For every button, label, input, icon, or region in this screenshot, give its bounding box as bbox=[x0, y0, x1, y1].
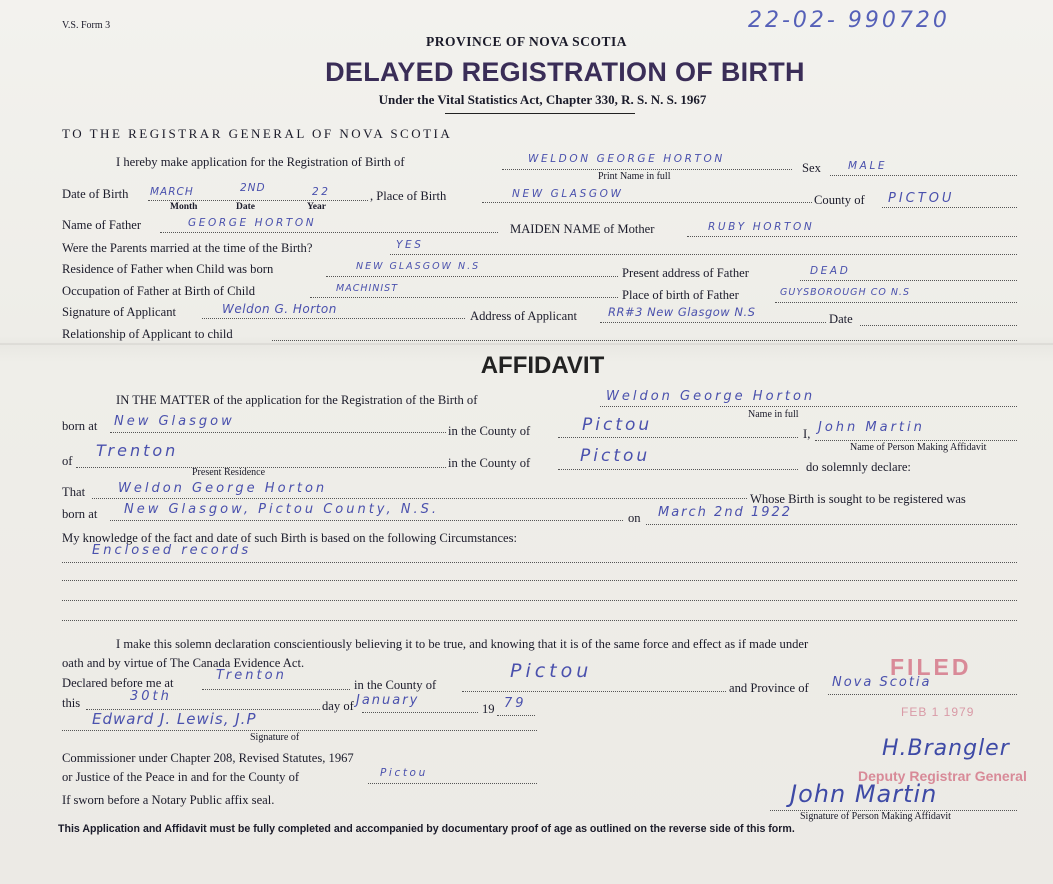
deponent-name-value: John Martin bbox=[818, 420, 925, 435]
registration-number: 22-02- 990720 bbox=[748, 8, 950, 33]
present-address-value: DEAD bbox=[810, 265, 851, 277]
commissioner-signature: Edward J. Lewis, J.P bbox=[92, 710, 257, 728]
declared-place-value: Trenton bbox=[216, 668, 287, 683]
whose-birth-label: Whose Birth is sought to be registered was bbox=[750, 492, 966, 506]
father-birthplace-value: GUYSBOROUGH CO N.S bbox=[780, 287, 910, 298]
dob-label: Date of Birth bbox=[62, 187, 129, 201]
of-label: of bbox=[62, 454, 73, 468]
father-birthplace-label: Place of birth of Father bbox=[622, 288, 739, 302]
registrar-signature: H.Brangler bbox=[882, 736, 1010, 761]
declaration-line-1: I make this solemn declaration conscientiously believing it to be true, and knowing that it is of the same force and effect as if made under bbox=[116, 637, 809, 651]
deponent-signature: John Martin bbox=[790, 780, 938, 808]
in-county-label-3: in the County of bbox=[354, 678, 437, 692]
year-value: 79 bbox=[504, 696, 527, 711]
dob-year-value: 22 bbox=[312, 186, 331, 198]
mother-value: RUBY HORTON bbox=[708, 221, 815, 233]
relationship-label: Relationship of Applicant to child bbox=[62, 327, 233, 341]
province-heading: PROVINCE OF NOVA SCOTIA bbox=[426, 34, 627, 49]
act-subtitle: Under the Vital Statistics Act, Chapter 330, R. S. N. S. 1967 bbox=[378, 92, 707, 107]
birth-date-value: March 2nd 1922 bbox=[658, 505, 793, 520]
province-label: and Province of bbox=[729, 681, 809, 695]
form-id: V.S. Form 3 bbox=[62, 20, 111, 31]
occupation-value: MACHINIST bbox=[336, 283, 399, 294]
matter-name-value: Weldon George Horton bbox=[606, 389, 816, 404]
sex-value: MALE bbox=[848, 160, 888, 172]
print-name-caption: Print Name in full bbox=[598, 171, 671, 182]
born-at-value-2: New Glasgow, Pictou County, N.S. bbox=[124, 502, 440, 517]
declared-before-label: Declared before me at bbox=[62, 676, 174, 690]
month-value: January bbox=[356, 693, 420, 708]
residence-of-value: Trenton bbox=[96, 441, 179, 460]
occupation-label: Occupation of Father at Birth of Child bbox=[62, 284, 256, 298]
matter-label: IN THE MATTER of the application for the Registration of the Birth of bbox=[116, 393, 478, 407]
residence-label: Residence of Father when Child was born bbox=[62, 262, 274, 276]
married-label: Were the Parents married at the time of the Birth? bbox=[62, 241, 313, 255]
footer-note: This Application and Affidavit must be fully completed and accompanied by documentary proof of age as outlined on the reverse side of this form. bbox=[58, 823, 795, 835]
applicant-address-label: Address of Applicant bbox=[470, 309, 578, 323]
year-prefix: 19 bbox=[482, 702, 495, 716]
commissioner-line: Commissioner under Chapter 208, Revised Statutes, 1967 bbox=[62, 751, 354, 765]
applicant-address-value: RR#3 New Glasgow N.S bbox=[608, 305, 756, 319]
county-value: PICTOU bbox=[888, 191, 955, 206]
applicant-signature-value: Weldon G. Horton bbox=[222, 302, 337, 316]
applicant-signature-label: Signature of Applicant bbox=[62, 305, 177, 319]
signature-of-caption: Signature of bbox=[250, 732, 300, 743]
that-label: That bbox=[62, 485, 86, 499]
application-date-label: Date bbox=[829, 312, 853, 326]
knowledge-value: Enclosed records bbox=[92, 543, 252, 558]
this-label: this bbox=[62, 696, 81, 710]
month-caption: Month bbox=[170, 202, 198, 212]
place-of-birth-label: , Place of Birth bbox=[370, 189, 447, 203]
knowledge-label: My knowledge of the fact and date of such Birth is based on the following Circumstances: bbox=[62, 531, 518, 545]
intro-label: I hereby make application for the Registration of Birth of bbox=[116, 155, 405, 169]
in-county-label-2: in the County of bbox=[448, 456, 531, 470]
justice-line: or Justice of the Peace in and for the County of bbox=[62, 770, 300, 784]
in-county-label-1: in the County of bbox=[448, 424, 531, 438]
child-name-value: WELDON GEORGE HORTON bbox=[528, 153, 725, 165]
subtitle-rule bbox=[445, 113, 635, 114]
county-value-1: Pictou bbox=[582, 415, 653, 435]
that-name-value: Weldon George Horton bbox=[118, 481, 328, 496]
county-label: County of bbox=[814, 193, 865, 207]
i-label: I, bbox=[803, 427, 811, 441]
justice-county-value: Pictou bbox=[380, 767, 428, 779]
married-value: YES bbox=[396, 239, 424, 251]
deputy-registrar-stamp: Deputy Registrar General bbox=[858, 768, 1027, 784]
declaration-line-2: oath and by virtue of The Canada Evidence Act. bbox=[62, 656, 305, 670]
father-value: GEORGE HORTON bbox=[188, 217, 317, 229]
day-value: 30th bbox=[130, 689, 172, 704]
to-registrar-line: TO THE REGISTRAR GENERAL OF NOVA SCOTIA bbox=[62, 126, 453, 141]
page-title: DELAYED REGISTRATION OF BIRTH bbox=[325, 57, 805, 87]
place-of-birth-value: NEW GLASGOW bbox=[512, 188, 624, 200]
born-at-label: born at bbox=[62, 419, 98, 433]
dob-date-value: 2ND bbox=[240, 182, 266, 194]
on-label: on bbox=[628, 511, 641, 525]
born-at-value: New Glasgow bbox=[114, 414, 235, 429]
deponent-signature-caption: Signature of Person Making Affidavit bbox=[800, 811, 951, 822]
mother-label: MAIDEN NAME of Mother bbox=[510, 222, 655, 236]
filed-stamp: FILED bbox=[890, 654, 972, 680]
date-caption: Date bbox=[236, 202, 255, 212]
county-value-2: Pictou bbox=[580, 446, 651, 466]
sex-label: Sex bbox=[802, 161, 821, 175]
deponent-caption: Name of Person Making Affidavit bbox=[850, 442, 987, 453]
residence-value: NEW GLASGOW N.S bbox=[356, 261, 481, 272]
day-of-label: day of bbox=[322, 699, 354, 713]
name-in-full-caption: Name in full bbox=[748, 409, 799, 420]
notary-line: If sworn before a Notary Public affix seal. bbox=[62, 793, 275, 807]
present-residence-caption: Present Residence bbox=[192, 467, 266, 478]
present-address-label: Present address of Father bbox=[622, 266, 749, 280]
filed-date-stamp: FEB 1 1979 bbox=[901, 705, 975, 719]
year-caption: Year bbox=[307, 202, 326, 212]
father-label: Name of Father bbox=[62, 218, 142, 232]
born-at-label-2: born at bbox=[62, 507, 98, 521]
fold-crease bbox=[0, 343, 1053, 345]
dob-month-value: MARCH bbox=[150, 186, 194, 198]
county-value-3: Pictou bbox=[510, 660, 593, 682]
affidavit-title: AFFIDAVIT bbox=[480, 352, 605, 379]
province-value: Nova Scotia bbox=[832, 675, 932, 690]
solemnly-declare-label: do solemnly declare: bbox=[806, 460, 911, 474]
